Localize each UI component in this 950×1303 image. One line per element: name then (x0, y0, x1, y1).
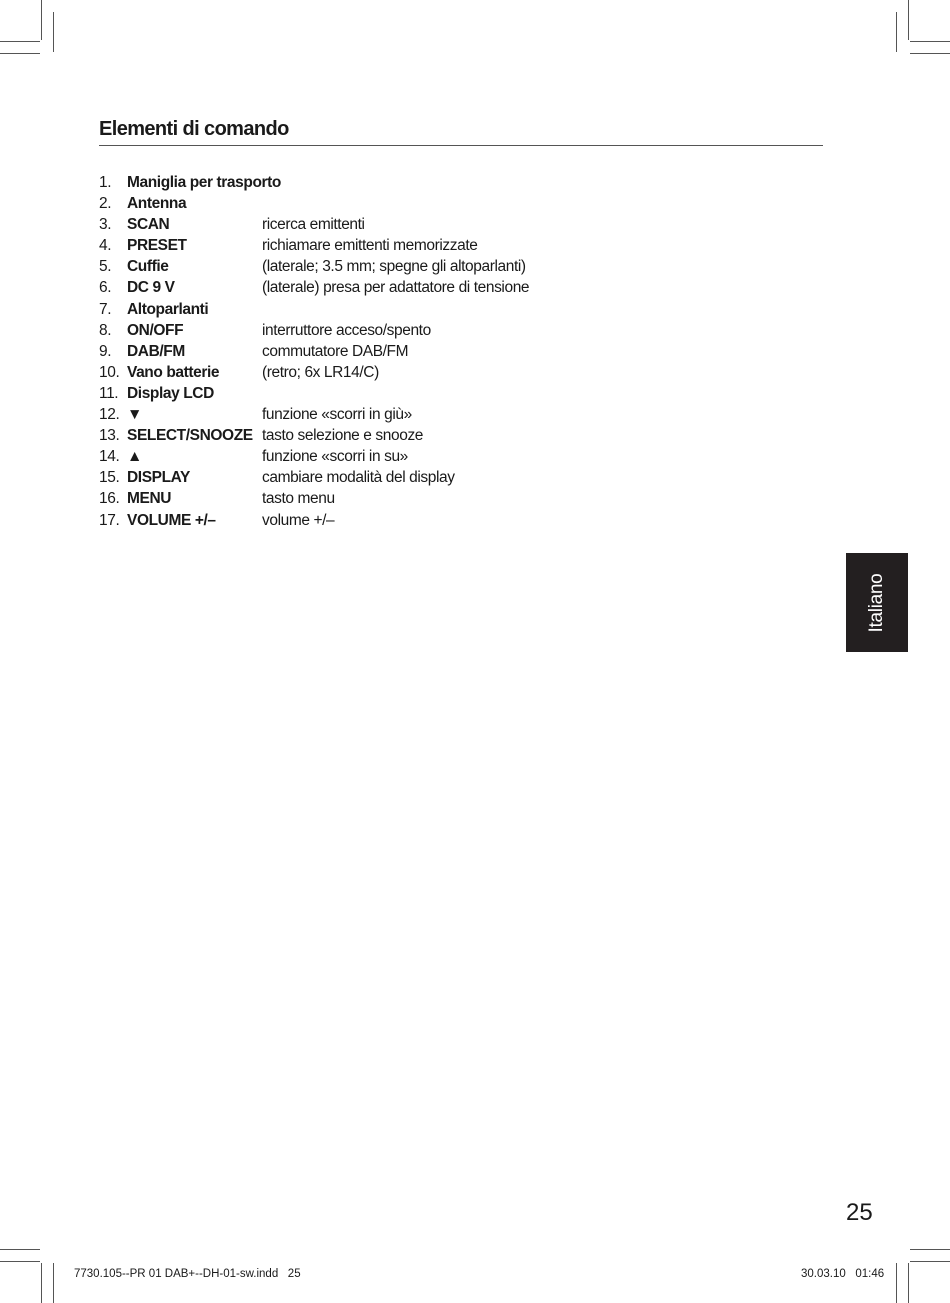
item-description: ricerca emittenti (262, 216, 365, 234)
item-name: Maniglia per trasporto (127, 174, 281, 191)
item-description: commutatore DAB/FM (262, 342, 409, 360)
item-description: tasto selezione e snooze (262, 427, 424, 445)
item-number: 4. (99, 237, 112, 255)
item-description: (laterale; 3.5 mm; spegne gli altoparlanti) (262, 258, 526, 276)
item-description: interruttore acceso/spento (262, 321, 431, 339)
item-description: richiamare emittenti memorizzate (262, 237, 478, 255)
item-name: Cuffie (127, 258, 169, 276)
item-number: 11. (99, 384, 119, 402)
crop-mark-bottom-left-h2 (0, 1261, 40, 1262)
item-name: Altoparlanti (127, 300, 209, 318)
item-name: SELECT/SNOOZE (127, 427, 253, 445)
item-name: DAB/FM (127, 342, 185, 360)
crop-mark-top-left-v (41, 0, 42, 40)
crop-mark-top-right-v2 (908, 0, 909, 40)
item-number: 13. (99, 427, 120, 445)
crop-mark-bottom-left-v2 (53, 1263, 54, 1303)
print-slug-filename: 7730.105--PR 01 DAB+--DH-01-sw.indd 25 (74, 1268, 301, 1280)
up-arrow-icon: ▲ (127, 448, 142, 466)
item-number: 10. (99, 363, 120, 381)
down-arrow-icon: ▼ (127, 406, 142, 424)
language-tab-label: Italiano (866, 573, 887, 632)
item-name: PRESET (127, 237, 187, 255)
item-number: 1. (99, 174, 112, 191)
item-number: 5. (99, 258, 112, 276)
section-title: Elementi di comando (99, 118, 289, 140)
item-number: 6. (99, 279, 112, 297)
item-description: tasto menu (262, 490, 335, 508)
crop-mark-bottom-right-h2 (910, 1261, 950, 1262)
item-number: 8. (99, 321, 112, 339)
item-number: 16. (99, 490, 120, 508)
item-name: MENU (127, 490, 172, 508)
item-name: Antenna (127, 195, 187, 213)
crop-mark-top-right-h2 (910, 53, 950, 54)
item-name: Vano batterie (127, 363, 220, 381)
crop-mark-bottom-right-v (896, 1263, 897, 1303)
item-number: 9. (99, 342, 112, 360)
item-name: VOLUME +/– (127, 511, 216, 529)
item-name: ON/OFF (127, 321, 184, 339)
item-description: funzione «scorri in giù» (262, 406, 412, 424)
page-number: 25 (846, 1199, 873, 1226)
crop-mark-top-right-v (896, 12, 897, 52)
crop-mark-bottom-left-h (0, 1249, 40, 1250)
item-name: DC 9 V (127, 279, 175, 297)
crop-mark-bottom-right-v2 (908, 1263, 909, 1303)
item-number: 2. (99, 195, 112, 213)
item-name: SCAN (127, 216, 170, 234)
item-number: 3. (99, 216, 112, 234)
crop-mark-top-right-h (910, 41, 950, 42)
item-name: DISPLAY (127, 469, 190, 487)
language-tab (846, 553, 908, 652)
item-number: 17. (99, 511, 120, 529)
item-number: 7. (99, 300, 112, 318)
item-number: 15. (99, 469, 120, 487)
item-description: (retro; 6x LR14/C) (262, 363, 379, 381)
crop-mark-top-left-h2 (0, 53, 40, 54)
item-number: 14. (99, 448, 120, 466)
item-number: 12. (99, 406, 120, 424)
item-description: (laterale) presa per adattatore di tensione (262, 279, 530, 297)
crop-mark-top-left-h (0, 41, 40, 42)
item-name: Display LCD (127, 384, 214, 402)
item-description: funzione «scorri in su» (262, 448, 408, 466)
item-description: cambiare modalità del display (262, 469, 455, 487)
print-slug-timestamp: 30.03.10 01:46 (801, 1268, 885, 1280)
crop-mark-top-left-v2 (53, 12, 54, 52)
item-description: volume +/– (262, 511, 335, 529)
crop-mark-bottom-left-v (41, 1263, 42, 1303)
crop-mark-bottom-right-h (910, 1249, 950, 1250)
title-divider (99, 145, 823, 146)
